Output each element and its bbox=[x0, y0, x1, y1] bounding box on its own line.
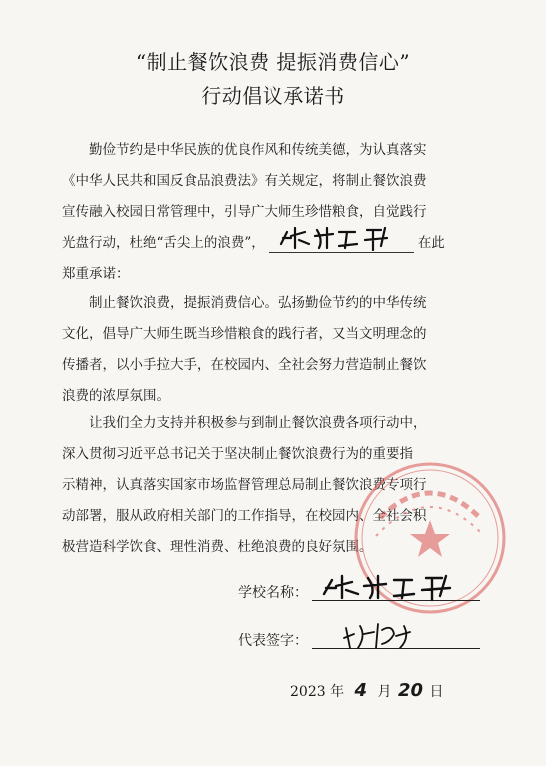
date-month-unit: 月 bbox=[377, 684, 392, 700]
paragraph-commitment bbox=[62, 288, 502, 412]
handwritten-school-name-inline bbox=[269, 230, 414, 253]
paragraph-line: 郑重承诺： bbox=[62, 266, 130, 282]
paragraph-line: 勤俭节约是中华民族的优良作风和传统美德，为认真落实 bbox=[89, 142, 427, 158]
handwritten-school-name bbox=[318, 570, 468, 602]
date-day: 20 bbox=[397, 680, 424, 701]
document-title: “制止餐饮浪费 提振消费信心” bbox=[135, 50, 411, 74]
paragraph-line: 示精神，认真落实国家市场监督管理总局制止餐饮浪费专项行 bbox=[62, 477, 427, 493]
school-name-label: 学校名称： bbox=[238, 585, 308, 601]
paragraph-line: 极营造科学饮食、理性消费、杜绝浪费的良好氛围。 bbox=[62, 539, 373, 555]
signing-date bbox=[290, 680, 444, 701]
handwriting-scribble bbox=[277, 222, 407, 252]
paragraph-text: 在此 bbox=[417, 235, 445, 251]
date-day-unit: 日 bbox=[429, 684, 444, 700]
paragraph-line: 传播者，以小手拉大手，在校园内、全社会努力营造制止餐饮 bbox=[62, 357, 427, 373]
paragraph-line: 宣传融入校园日常管理中，引导广大师生珍惜粮食，自觉践行 bbox=[62, 204, 427, 220]
handwritten-signature bbox=[340, 618, 420, 652]
paragraph-line: 动部署，服从政府相关部门的工作指导，在校园内、全社会积 bbox=[62, 508, 427, 524]
paragraph-line: 制止餐饮浪费，提振消费信心。弘扬勤俭节约的中华传统 bbox=[89, 295, 427, 311]
paragraph-line: 《中华人民共和国反食品浪费法》有关规定，将制止餐饮浪费 bbox=[62, 173, 427, 189]
paragraph-line-with-signature bbox=[62, 228, 502, 259]
paragraph-text: 光盘行动，杜绝“舌尖上的浪费”， bbox=[62, 235, 265, 251]
representative-signature-label: 代表签字： bbox=[238, 633, 308, 649]
date-month: 4 bbox=[354, 680, 368, 701]
date-year: 2023 bbox=[290, 684, 326, 700]
paragraph-line: 文化，倡导广大师生既当珍惜粮食的践行者，又当文明理念的 bbox=[62, 326, 427, 342]
paragraph-line: 深入贯彻习近平总书记关于坚决制止餐饮浪费行为的重要指 bbox=[62, 446, 413, 462]
paragraph-line: 浪费的浓厚氛围。 bbox=[62, 388, 170, 404]
paragraph-intro bbox=[62, 135, 502, 290]
paragraph-line: 让我们全力支持并积极参与到制止餐饮浪费各项行动中， bbox=[89, 415, 427, 431]
date-year-unit: 年 bbox=[330, 684, 345, 700]
document-subtitle: 行动倡议承诺书 bbox=[201, 84, 345, 108]
